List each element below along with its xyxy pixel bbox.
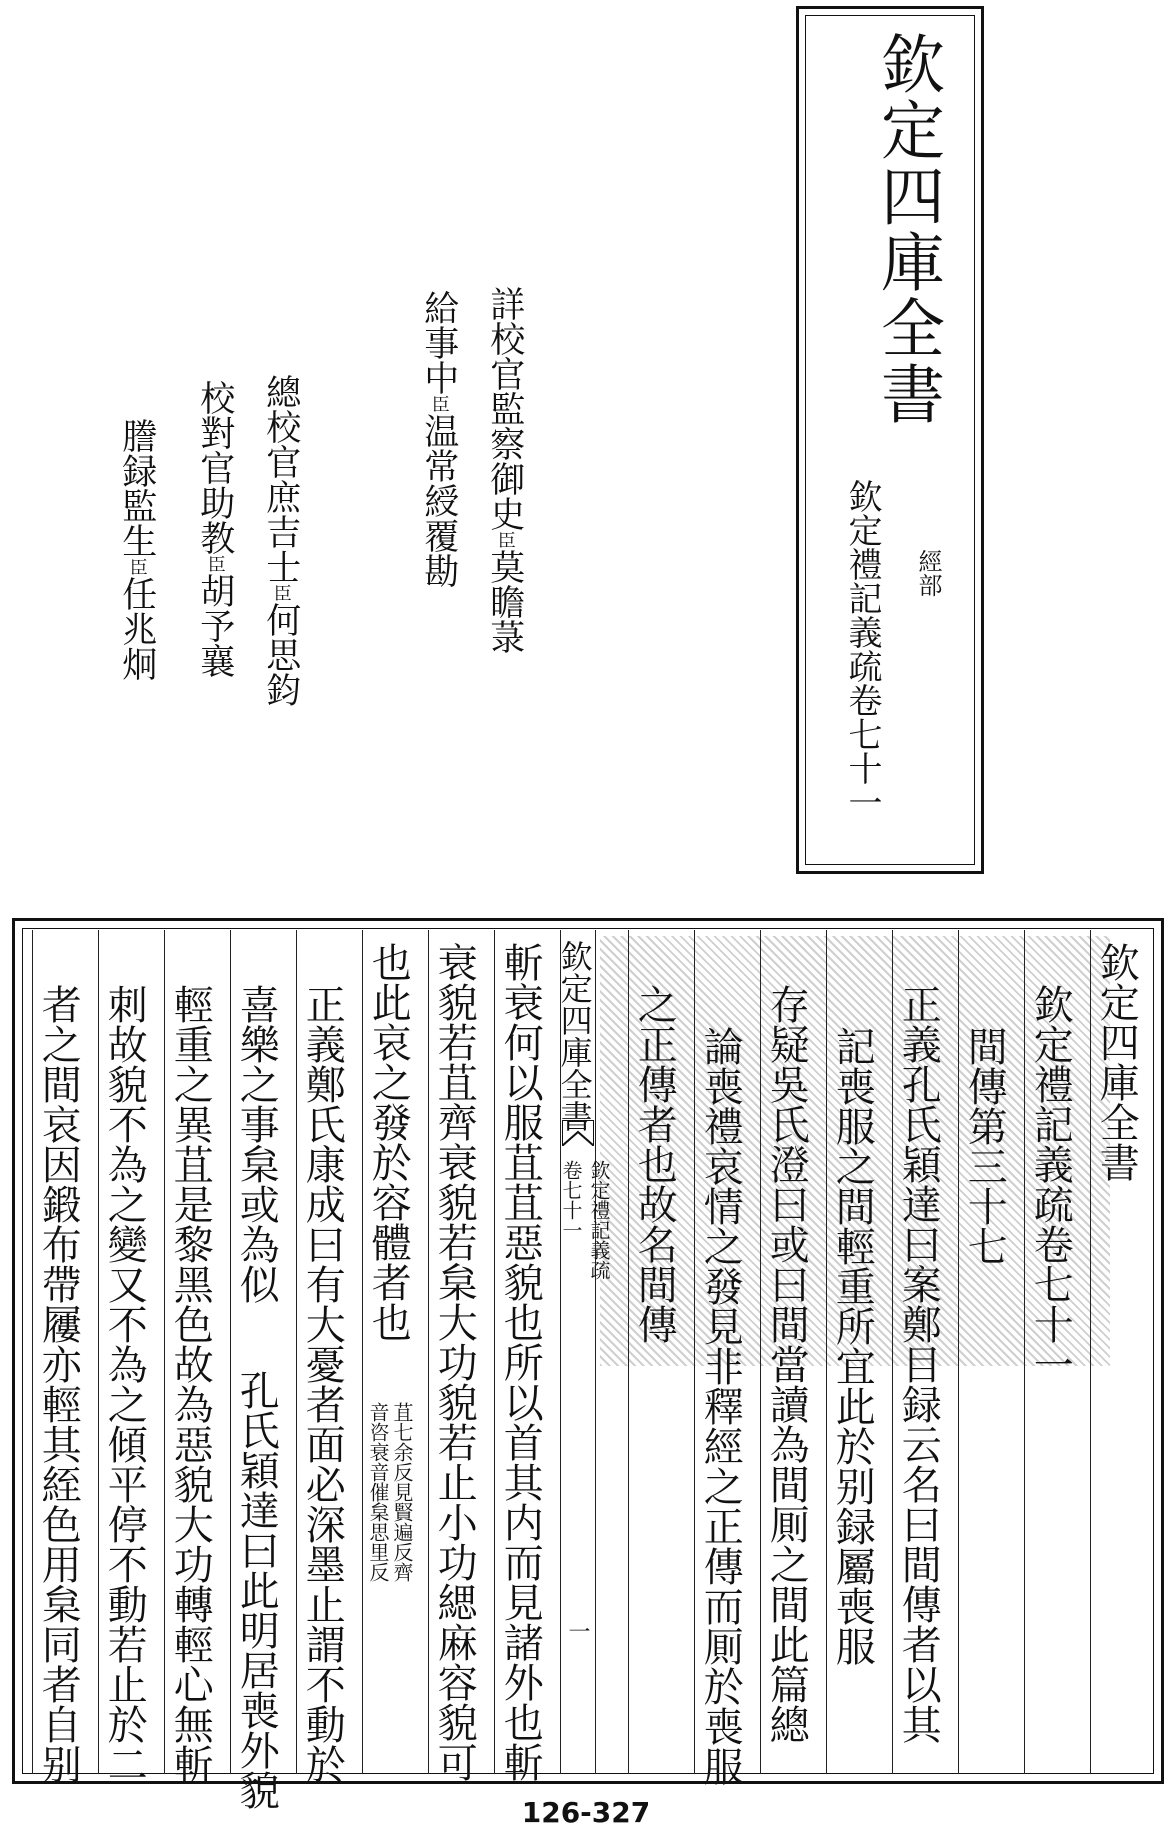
credit-line-3: 總校官庶吉士臣何思鈞 (260, 374, 301, 707)
credit-line-4: 校對官助教臣胡予襄 (194, 380, 235, 678)
collection-title: 欽定四庫全書 (870, 31, 944, 427)
text-column-l6 (164, 930, 222, 1784)
text-column-l3 (362, 930, 420, 1774)
text-column-l7 (98, 930, 156, 1784)
column-text: 之正傳者也故名間傳 (631, 984, 678, 1344)
credit-line-5: 謄録監生臣任兆炯 (116, 418, 157, 681)
annotation-line: 音咨衰音催枲思里反 (366, 1402, 390, 1582)
column-text: 者之間哀因鍛布帶屨亦輕其絰色用枲同者自别 (35, 984, 82, 1784)
band-page-number: 一 (565, 1620, 590, 1642)
text-column-l2 (428, 930, 486, 1782)
text-column-l4 (296, 930, 354, 1784)
text-column-r3 (958, 930, 1016, 1774)
column-text: 間傳第三十七 (961, 1026, 1008, 1266)
column-text-tail: 孔氏穎達曰此明居喪外貌 (233, 1370, 280, 1810)
column-text: 也此哀之發於容體者也 (365, 942, 412, 1342)
text-column-r7 (694, 930, 752, 1786)
column-text: 存疑吳氏澄曰或曰間當讀為間厠之間此篇總 (763, 984, 810, 1744)
text-column-r2 (1024, 930, 1082, 1774)
column-text: 斬衰何以服苴苴惡貌也所以首其内而見諸外也斬 (497, 942, 544, 1782)
category-label: 經部 (914, 549, 942, 597)
column-text: 刺故貌不為之變又不為之傾平停不動若止於二 (101, 984, 148, 1784)
column-text: 喜樂之事枲或為似 (233, 984, 280, 1304)
column-text: 記喪服之間輕重所宜此於别録屬喪服 (829, 1026, 876, 1666)
book-title: 欽定禮記義疏卷七十一 (842, 479, 882, 819)
credit-line-1: 詳校官監察御史臣莫瞻菉 (484, 286, 525, 654)
text-column-r5 (826, 930, 884, 1774)
column-text: 欽定禮記義疏卷七十一 (1027, 984, 1074, 1384)
column-text: 正義孔氏穎達曰案鄭目録云名曰間傳者以其 (895, 984, 942, 1744)
fish-tail-mark (562, 1120, 594, 1146)
text-column-r6 (760, 930, 818, 1774)
column-text: 欽定四庫全書 (1093, 942, 1140, 1182)
text-column-l5 (230, 930, 288, 1810)
page-number: 126-327 (521, 1796, 651, 1829)
band-book-title: 欽定禮記義疏 (587, 1160, 611, 1280)
column-text: 正義鄭氏康成曰有大憂者面必深墨止謂不動於 (299, 984, 346, 1784)
text-column-r4 (892, 930, 950, 1774)
text-column-r8 (628, 930, 686, 1774)
title-slip-frame (796, 6, 984, 874)
credit-line-2: 給事中臣温常綬覆勘 (418, 290, 459, 588)
column-text: 論喪禮哀情之發見非釋經之正傳而厠於喪服 (697, 1026, 744, 1786)
annotation-line: 苴七余反見賢遍反齊 (390, 1402, 414, 1582)
band-juan: 卷七十一 (559, 1160, 583, 1240)
band-title: 欽定四庫全書 (555, 940, 594, 1132)
annotation-note (367, 1402, 413, 1582)
text-column-l8 (32, 930, 90, 1784)
text-column-l1 (494, 930, 552, 1782)
column-text: 衰貌若苴齊衰貌若枲大功貌若止小功緦麻容貌可 (431, 942, 478, 1782)
text-column-r1 (1090, 930, 1148, 1774)
column-text: 輕重之異苴是黎黑色故為惡貌大功轉輕心無斬 (167, 984, 214, 1784)
